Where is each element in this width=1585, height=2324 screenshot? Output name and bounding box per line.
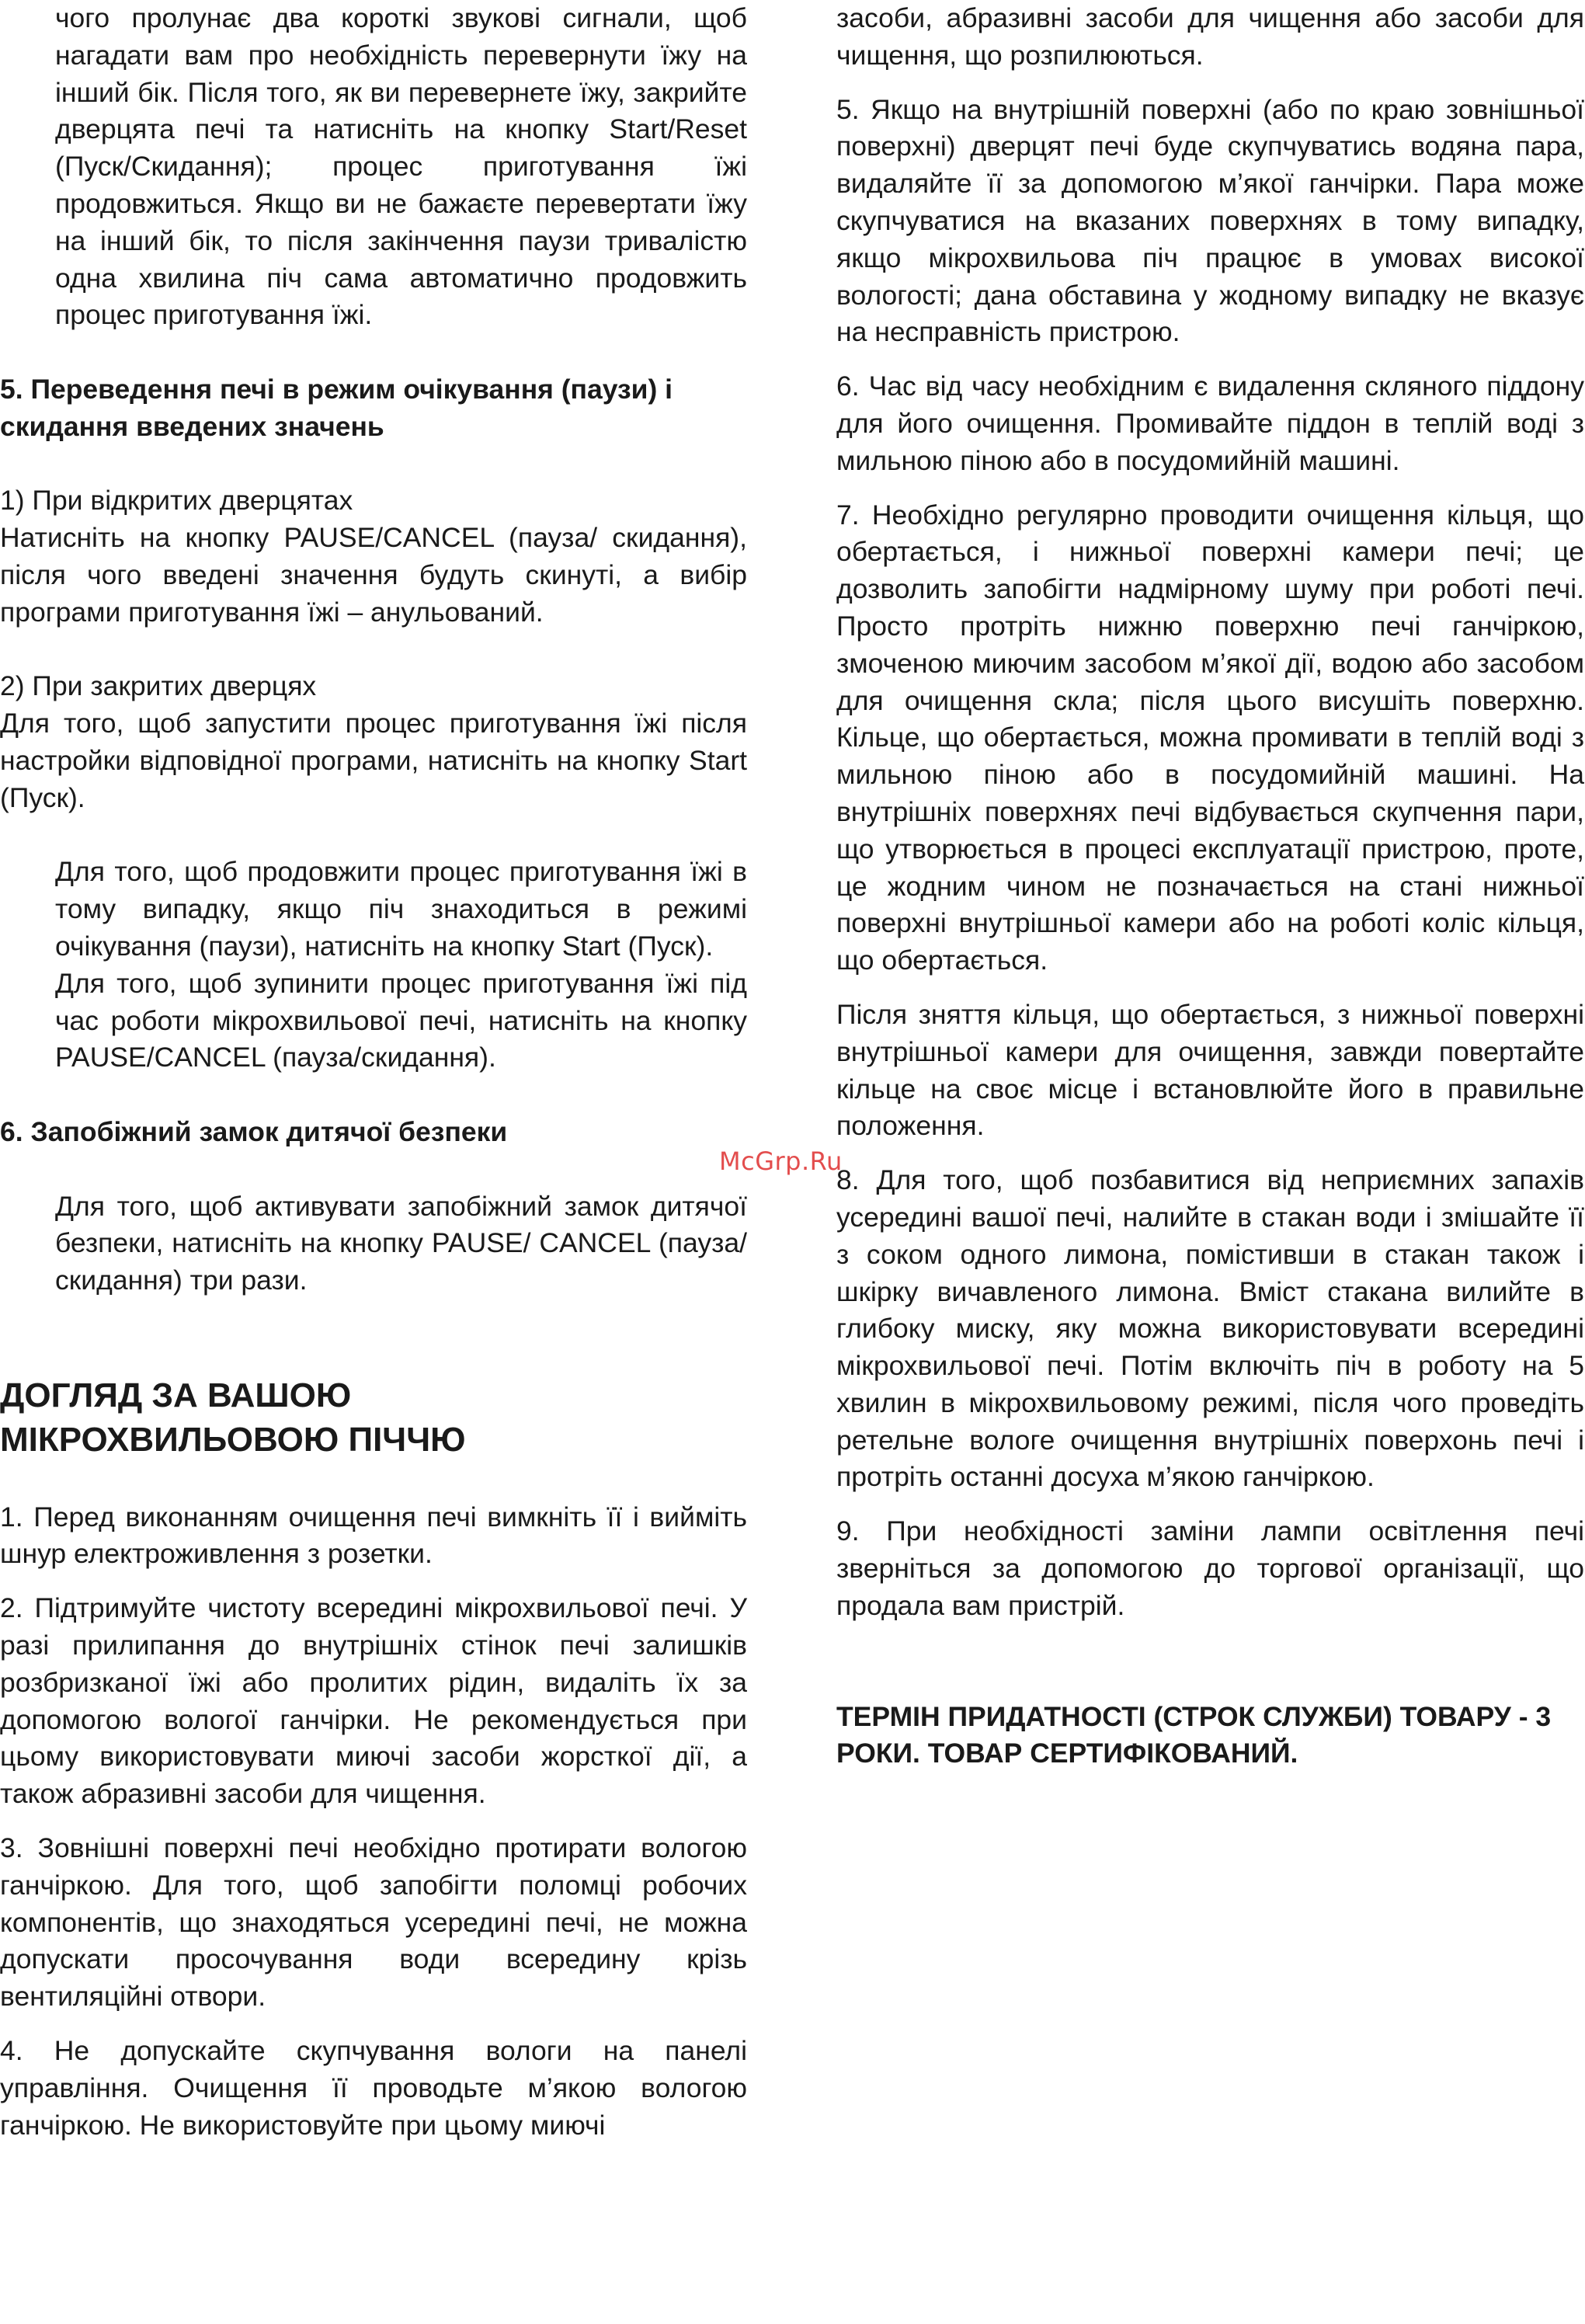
section6-heading: 6. Запобіжний замок дитячої безпеки [0,1115,508,1147]
section5-heading: 5. Переведення печі в режим очікування (паузи) і скидання введених значень [0,373,673,442]
child-lock-text: Для того, щоб активувати запобіжний замок дитячої безпеки, натисніть на кнопку PAUSE/ CANCEL (пауза/скидання) три рази. [55,1190,747,1296]
care-item-7: 7. Необхідно регулярно проводити очищення кільця, що обертається, і нижньої поверхні камери печі; це дозволить запобігти надмірному шуму при роботі печі. Просто протріть нижню поверхню печі ганчіркою, змоченою миючим засобом м’якої дії, водою або засобом для очищення скла; після цього висушіть поверхню. Кільце, що обертається, можна промивати в теплій воді з мильною піною або в посудомийній машині. На внутрішніх поверхнях печі відбувається скупчення пари, що утворюється в процесі експлуатації пристрою, проте, це жодним чином не позначається на стані нижньої поверхні внутрішньої камери або на роботі коліс кільця, що обертається. [836,499,1584,976]
care-heading-line2: МІКРОХВИЛЬОВОЮ ПІЧЧЮ [0,1420,466,1459]
care-item-1: 1. Перед виконанням очищення печі вимкніть її і вийміть шнур електроживлення з розетки. [0,1501,747,1570]
watermark: McGrp.Ru [719,1146,843,1176]
care-item-7-note: Після зняття кільця, що обертається, з нижньої поверхні внутрішньої камери для очищення, завжди повертайте кільце на своє місце і встановлюйте його в правильне положення. [836,998,1584,1142]
care-item-3: 3. Зовнішні поверхні печі необхідно протирати вологою ганчіркою. Для того, щоб запобігти поломці робочих компонентів, що знаходяться усередині печі, не можна допускати просочування води всередину крізь вентиляційні отвори. [0,1832,747,2013]
stop-text: Для того, щоб зупинити процес приготування їжі під час роботи мікрохвильової печі, натисніть на кнопку PAUSE/CANCEL (пауза/скидання). [55,967,747,1073]
care-item-8: 8. Для того, щоб позбавитися від неприємних запахів усередині вашої печі, налийте в стакан води і змішайте її з соком одного лимона, помістивши в стакан також і шкірку вичавленого лимона. Вміст стакана вилийте в глибоку миску, яку можна використовувати всередині мікрохвильової печі. Потім включіть піч в роботу на 5 хвилин в мікрохвильовому режимі, після чого проведіть ретельне вологе очищення внутрішніх поверхонь печі і протріть останні досуха м’якою ганчіркою. [836,1164,1584,1493]
care-item-4-continuation: засоби, абразивні засоби для чищення або засоби для чищення, що розпилюються. [836,2,1584,71]
right-column [836,0,1584,1773]
care-item-2: 2. Підтримуйте чистоту всередині мікрохвильової печі. У разі прилипання до внутрішніх стінок печі залишків розбризканої їжі або пролитих рідин, видаліть їх за допомогою вологої ганчірки. Не рекомендується при цьому використовувати миючі засоби жорсткої дії, а також абразивні засоби для чищення. [0,1592,747,1810]
care-heading-line1: ДОГЛЯД ЗА ВАШОЮ [0,1376,352,1414]
open-door-label: 1) При відкритих дверцятах [0,485,353,517]
care-item-6: 6. Час від часу необхідним є видалення скляного піддону для його очищення. Промивайте піддон в теплій воді з мильною піною або в посудомийній машині. [836,371,1584,476]
closed-door-text: Для того, щоб запустити процес приготування їжі після настройки відповідної програми, натисніть на кнопку Start (Пуск). [0,708,747,813]
care-item-9: 9. При необхідності заміни лампи освітлення печі зверніться за допомогою до торгової організації, що продала вам пристрій. [836,1515,1584,1621]
open-door-text: Натисніть на кнопку PAUSE/CANCEL (пауза/ скидання), після чого введені значення будуть скинуті, а вибір програми приготування їжі – анульований. [0,522,747,628]
intro-continuation: чого пролунає два короткі звукові сигнали, щоб нагадати вам про необхідність перевернути їжу на інший бік. Після того, як ви перевернете їжу, закрийте дверцята печі та натисніть на кнопку Start/Reset (Пуск/Скидання); процес приготування їжі продовжиться. Якщо ви не бажаєте перевертати їжу на інший бік, то після закінчення паузи тривалістю одна хвилина піч сама автоматично продовжить процес приготування їжі. [55,2,747,331]
care-item-4: 4. Не допускайте скупчування вологи на панелі управління. Очищення її проводьте м’якою вологою ганчіркою. Не використовуйте при цьому миючі [0,2035,747,2141]
resume-text: Для того, щоб продовжити процес приготування їжі в тому випадку, якщо піч знаходиться в режимі очікування (паузи), натисніть на кнопку Start (Пуск). [55,856,747,962]
closed-door-label: 2) При закритих дверцях [0,670,317,702]
left-column [0,0,747,2144]
shelf-life-notice: ТЕРМІН ПРИДАТНОСТІ (СТРОК СЛУЖБИ) ТОВАРУ - 3 РОКИ. ТОВАР СЕРТИФІКОВАНИЙ. [836,1700,1552,1769]
care-item-5: 5. Якщо на внутрішній поверхні (або по краю зовнішньої поверхні) дверцят печі буде скупчуватись водяна пара, видаляйте її за допомогою м’якої ганчірки. Пара може скупчуватися на вказаних поверхнях в тому випадку, якщо мікрохвильова піч працює в умовах високої вологості; дана обставина у жодному випадку не вказує на несправність пристрою. [836,93,1584,348]
